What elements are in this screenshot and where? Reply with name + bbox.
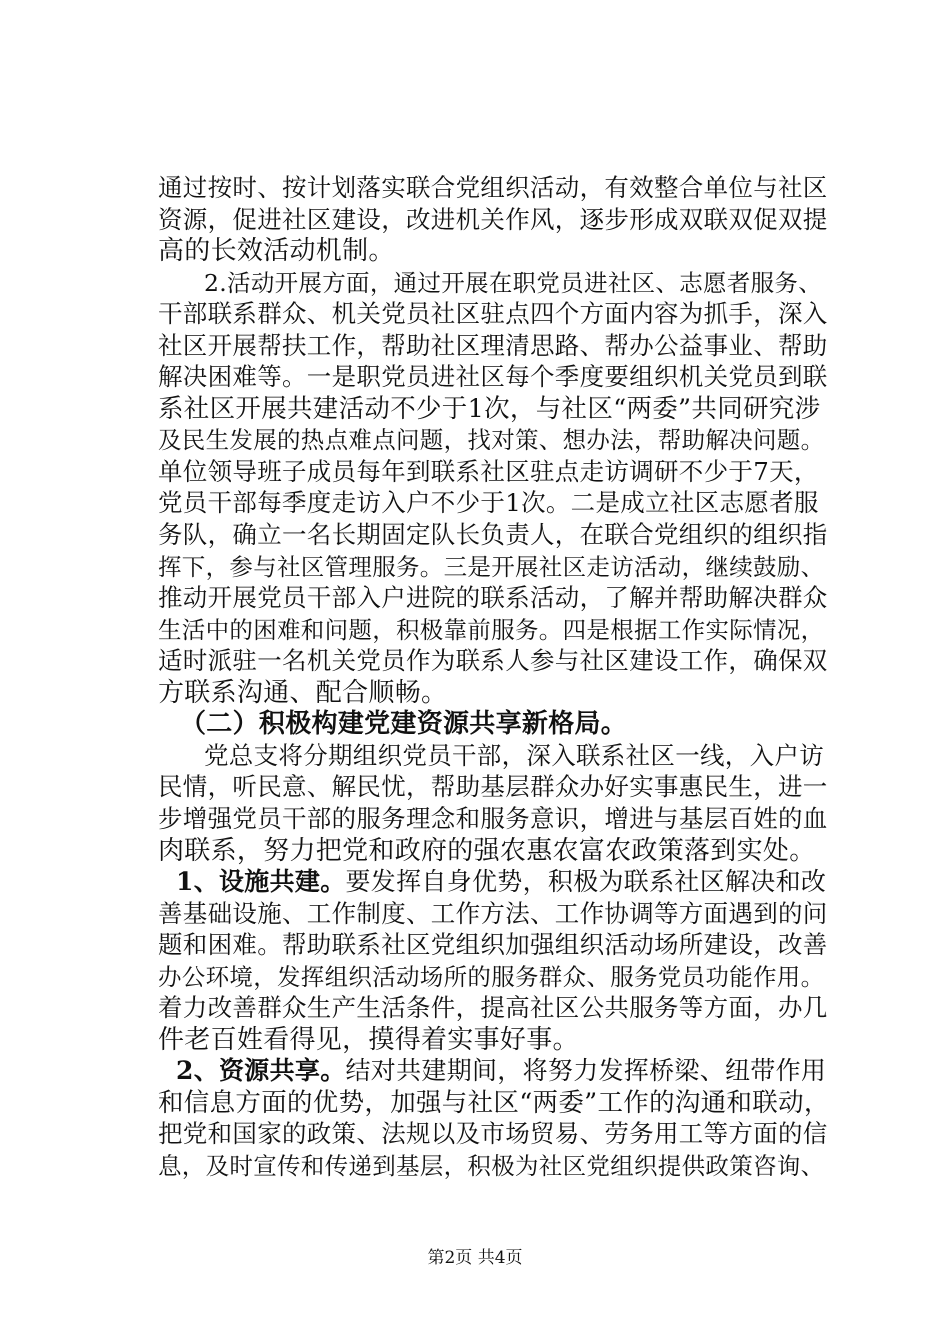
text-line: 系社区开展共建活动不少于1次，与社区“两委”共同研究涉 [158, 394, 821, 424]
text-line [176, 866, 826, 898]
text-line: 民情，听民意、解民忧，帮助基层群众办好实事惠民生，进一 [158, 772, 828, 801]
text-line: 单位领导班子成员每年到联系社区驻点走访调研不少于7天， [158, 457, 819, 486]
text-line: 及民生发展的热点难点问题，找对策、想办法，帮助解决问题。 [158, 426, 825, 454]
text-line: 息，及时宣传和传递到基层，积极为社区党组织提供政策咨询、 [158, 1152, 825, 1180]
text-line: 高的长效活动机制。 [158, 236, 395, 266]
text-line: 件老百姓看得见，摸得着实事好事。 [158, 1025, 579, 1055]
text-line: 党员干部每季度走访入户不少于1次。二是成立社区志愿者服 [158, 488, 819, 517]
text-line: 题和困难。帮助联系社区党组织加强组织活动场所建设，改善 [158, 930, 828, 959]
text-line: 办公环境，发挥组织活动场所的服务群众、服务党员功能作用。 [158, 963, 825, 991]
text-line: 2.活动开展方面，通过开展在职党员进社区、志愿者服务、 [204, 269, 823, 297]
text-line: 务队，确立一名长期固定队长负责人，在联合党组织的组织指 [158, 520, 828, 549]
section-heading: （二）积极构建党建资源共享新格局。 [180, 709, 628, 739]
text-line: 方联系沟通、配合顺畅。 [158, 678, 448, 708]
text-line: 解决困难等。一是职党员进社区每个季度要组织机关党员到联 [158, 362, 828, 391]
text-line: 适时派驻一名机关党员作为联系人参与社区建设工作，确保双 [158, 646, 828, 675]
text-line: 党总支将分期组织党员干部，深入联系社区一线，入户访 [204, 741, 824, 770]
item-text: 结对共建期间，将努力发挥桥梁、纽带作用 [345, 1056, 827, 1085]
text-line: 步增强党员干部的服务理念和服务意识，增进与基层百姓的血 [158, 804, 828, 833]
text-line: 推动开展党员干部入户进院的联系活动，了解并帮助解决群众 [158, 583, 828, 612]
text-line: 挥下，参与社区管理服务。三是开展社区走访活动，继续鼓励、 [158, 553, 825, 581]
text-line: 干部联系群众、机关党员社区驻点四个方面内容为抓手，深入 [158, 299, 828, 328]
text-line: 把党和国家的政策、法规以及市场贸易、劳务用工等方面的信 [158, 1119, 828, 1148]
text-line: 资源，促进社区建设，改进机关作风，逐步形成双联双促双提 [158, 205, 828, 234]
item-heading: 2、资源共享。 [176, 1056, 346, 1085]
item-text: 要发挥自身优势，积极为联系社区解决和改 [345, 867, 827, 896]
text-line [176, 1055, 826, 1087]
text-line: 善基础设施、工作制度、工作方法、工作协调等方面遇到的问 [158, 899, 828, 928]
text-line: 肉联系，努力把党和政府的强农惠农富农政策落到实处。 [158, 836, 816, 866]
text-line: 和信息方面的优势，加强与社区“两委”工作的沟通和联动， [158, 1088, 830, 1118]
text-line: 通过按时、按计划落实联合党组织活动，有效整合单位与社区 [158, 173, 828, 202]
text-line: 生活中的困难和问题，积极靠前服务。四是根据工作实际情况， [158, 616, 825, 644]
page-footer: 第2页 共4页 [427, 1248, 523, 1268]
item-heading: 1、设施共建。 [176, 867, 346, 896]
text-line: 着力改善群众生产生活条件，提高社区公共服务等方面，办几 [158, 993, 828, 1022]
text-line: 社区开展帮扶工作，帮助社区理清思路、帮办公益事业、帮助 [158, 331, 828, 360]
